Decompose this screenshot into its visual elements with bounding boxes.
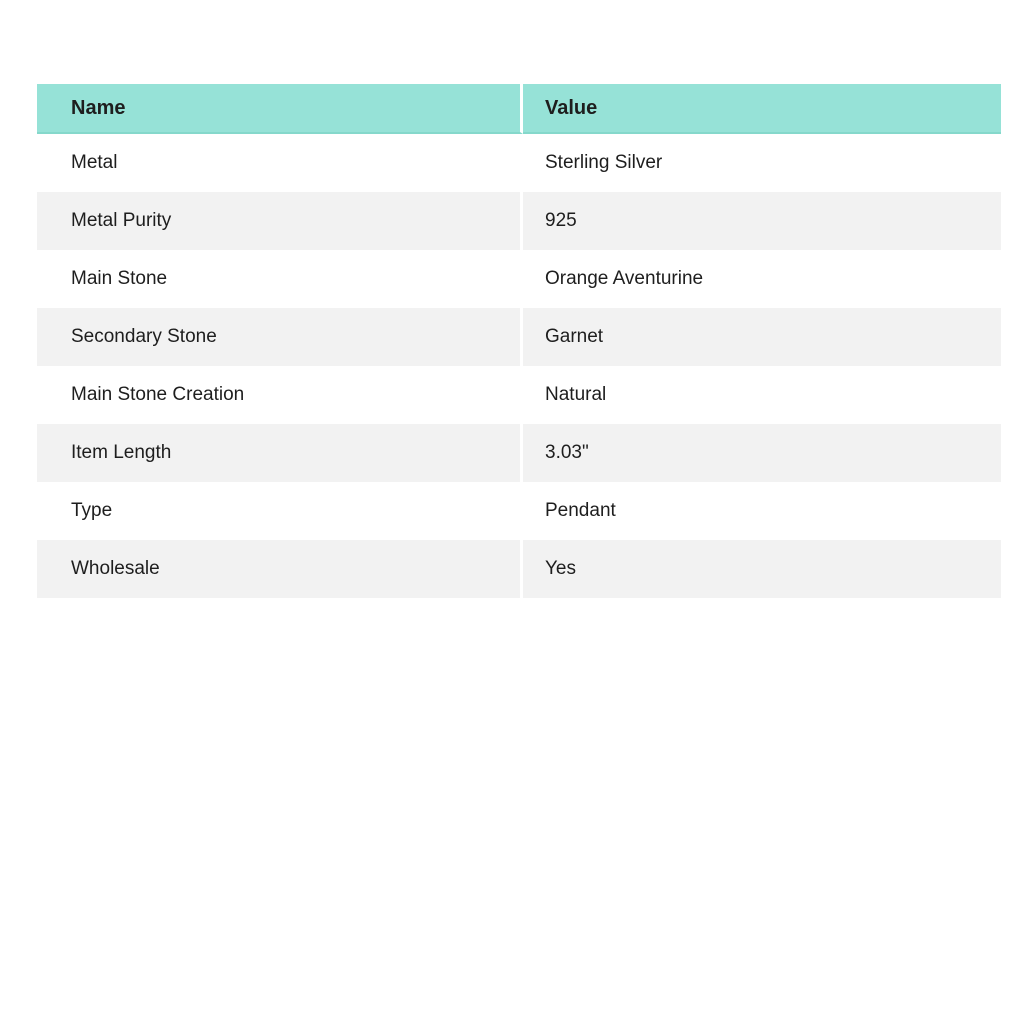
attribute-value-cell: 925 [523,192,1001,250]
attribute-value-cell: Pendant [545,500,616,521]
attributes-table [37,84,1001,598]
attributes-table-body [37,134,1001,598]
attribute-name-cell: Type [37,482,523,540]
attributes-table-container [37,84,1001,598]
attribute-value-cell: 3.03" [523,424,1001,482]
table-row [37,250,1001,308]
table-row [37,540,1001,598]
table-header-row [37,84,1001,134]
table-row [37,134,1001,192]
header-cell-name: Name [37,84,523,134]
attribute-name-cell: Wholesale [37,540,523,598]
attribute-name-cell: Main Stone [37,250,523,308]
table-row [37,424,1001,482]
attribute-value-cell: Sterling Silver [545,152,663,173]
attribute-value-cell: Yes [523,540,1001,598]
attribute-value-cell: Garnet [523,308,1001,366]
attribute-name-cell: Metal Purity [37,192,523,250]
attribute-value-cell: Orange Aventurine [545,268,704,289]
header-cell-value: Value [523,84,1001,134]
table-row [37,192,1001,250]
attribute-name-cell: Metal [37,134,523,192]
table-row [37,366,1001,424]
table-row [37,308,1001,366]
attribute-name-cell: Secondary Stone [37,308,523,366]
attribute-value-cell: Natural [545,384,607,405]
table-row [37,482,1001,540]
attribute-name-cell: Main Stone Creation [37,366,523,424]
attribute-name-cell: Item Length [37,424,523,482]
